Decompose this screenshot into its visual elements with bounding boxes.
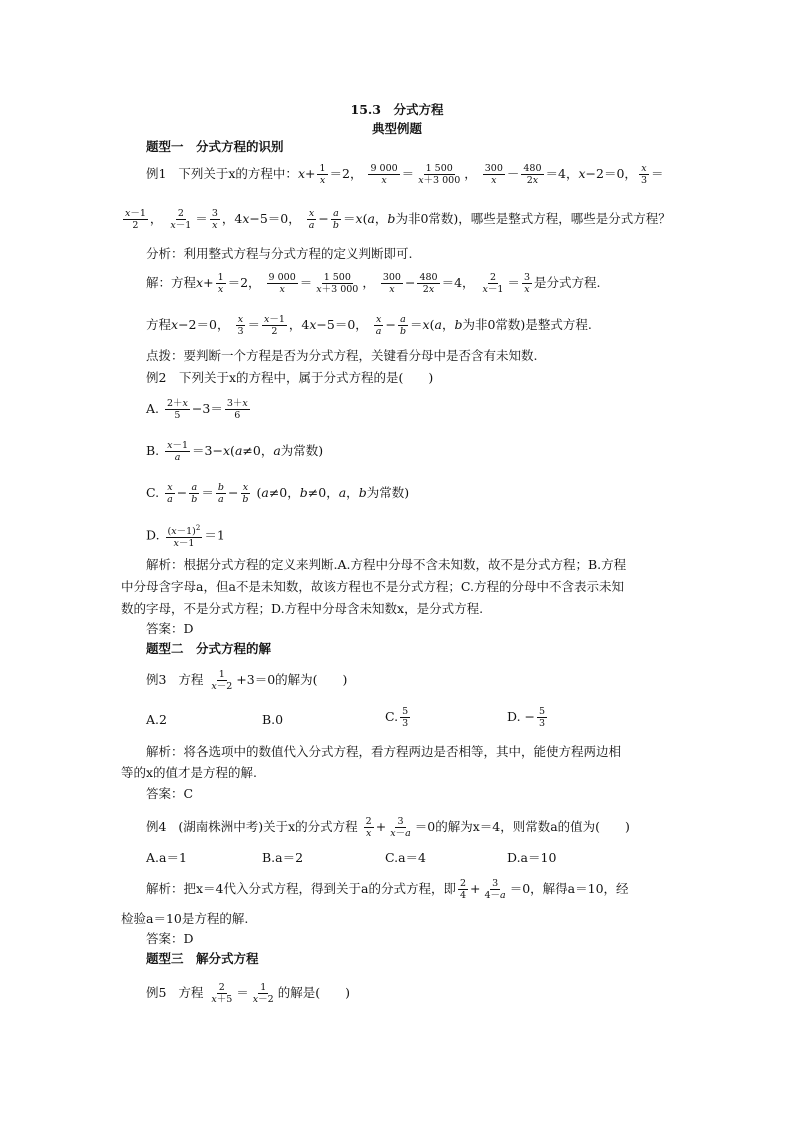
example-4-option-d: D.a＝10 <box>507 850 557 865</box>
example-2-explanation-line-2: 中分母含字母a，但a不是未知数，故该方程也不是分式方程；C.方程的分母中不含表示未知 <box>121 579 624 594</box>
example-2-option-d: D. $\frac{(x-1)^2}{x-1}$ ＝1 <box>146 524 225 550</box>
example-2-explanation-line-1: 解析：根据分式方程的定义来判断.A.方程中分母不含未知数，故不是分式方程；B.方程 <box>146 557 627 572</box>
example-4-explanation-line-2: 检验a＝10是方程的解. <box>121 911 249 926</box>
example-1-question-line-1: 例1 下列关于x的方程中：x+ $\frac{1}{x}$ ＝2， $\frac{9 000}{x}$ ＝ $\frac{1 500}{x+3 000}$ ， $\frac{300}{x}$ － $\frac{480}{2x}$ ＝4，x−2＝0， $\frac{x}{3}$ ＝ <box>146 163 664 186</box>
page-subtitle: 典型例题 <box>371 121 422 136</box>
page-title: 15.3 分式方程 <box>350 102 444 117</box>
example-2-answer: 答案：D <box>146 621 194 636</box>
example-4-question: 例4 (湖南株洲中考)关于x的分式方程 $\frac{2}{x}$ + $\frac{3}{x-a}$ ＝0的解为x＝4，则常数a的值为( ) <box>146 816 630 839</box>
example-2-question: 例2 下列关于x的方程中，属于分式方程的是( ) <box>146 370 434 385</box>
example-4-explanation-line-1: 解析：把x＝4代入分式方程，得到关于a的分式方程，即 $\frac{2}{4}$ + $\frac{3}{4-a}$ ＝0，解得a＝10，经 <box>146 878 629 901</box>
example-3-option-c: C. $\frac{5}{3}$ <box>385 706 409 729</box>
example-3-option-a: A.2 <box>146 712 167 727</box>
example-5-question: 例5 方程 $\frac{2}{x+5}$ ＝ $\frac{1}{x-2}$ 的解是( ) <box>146 982 350 1005</box>
example-3-answer: 答案：C <box>146 786 194 801</box>
example-3-explanation-line-1: 解析：将各选项中的数值代入分式方程，看方程两边是否相等，其中，能使方程两边相 <box>146 744 622 759</box>
example-1-solution-line-2: 方程x−2＝0， $\frac{x}{3}$ ＝ $\frac{x-1}{2}$ ，4x−5＝0， $\frac{x}{a}$ − $\frac{a}{b}$ ＝x(a，b为非0常数)是整式方程. <box>146 314 592 337</box>
example-3-explanation-line-2: 等的x的值才是方程的解. <box>121 765 258 780</box>
example-1-tip: 点拨：要判断一个方程是否为分式方程，关键看分母中是否含有未知数. <box>146 348 538 363</box>
example-2-option-a: A. $\frac{2+x}{5}$ −3＝ $\frac{3+x}{6}$ <box>146 398 248 421</box>
example-4-option-b: B.a＝2 <box>262 850 304 865</box>
section-heading-1: 题型一 分式方程的识别 <box>146 139 284 154</box>
example-3-option-d: D. − $\frac{5}{3}$ <box>507 706 546 729</box>
example-2-explanation-line-3: 数的字母，不是分式方程；D.方程中分母含未知数x，是分式方程. <box>121 601 484 616</box>
example-3-option-b: B.0 <box>262 712 284 727</box>
example-1-analysis: 分析：利用整式方程与分式方程的定义判断即可. <box>146 246 413 261</box>
example-4-option-a: A.a＝1 <box>146 850 187 865</box>
example-2-option-b: B. $\frac{x-1}{a}$ ＝3−x(a≠0，a为常数) <box>146 440 324 463</box>
example-3-question: 例3 方程 $\frac{1}{x-2}$ +3＝0的解为( ) <box>146 669 348 692</box>
example-4-option-c: C.a＝4 <box>385 850 426 865</box>
example-4-answer: 答案：D <box>146 931 194 946</box>
example-1-solution-line-1: 解：方程x+ $\frac{1}{x}$ ＝2， $\frac{9 000}{x}$ ＝ $\frac{1 500}{x+3 000}$ ， $\frac{300}{x}$ − $\frac{480}{2x}$ ＝4， $\frac{2}{x-1}$ ＝ $\frac{3}{x}$ 是分式方程. <box>146 272 601 295</box>
section-heading-3: 题型三 解分式方程 <box>146 951 259 966</box>
section-heading-2: 题型二 分式方程的解 <box>146 641 272 656</box>
example-1-question-line-2: $\frac{x-1}{2}$ ， $\frac{2}{x-1}$ ＝ $\frac{3}{x}$ ，4x−5＝0， $\frac{x}{a}$ − $\frac{a}{b}$ ＝x(a，b为非0常数)，哪些是整式方程，哪些是分式方程？ <box>125 208 671 231</box>
example-2-option-c: C. $\frac{x}{a}$ − $\frac{a}{b}$ ＝ $\frac{b}{a}$ − $\frac{x}{b}$ (a≠0，b≠0，a，b为常数) <box>146 482 410 505</box>
